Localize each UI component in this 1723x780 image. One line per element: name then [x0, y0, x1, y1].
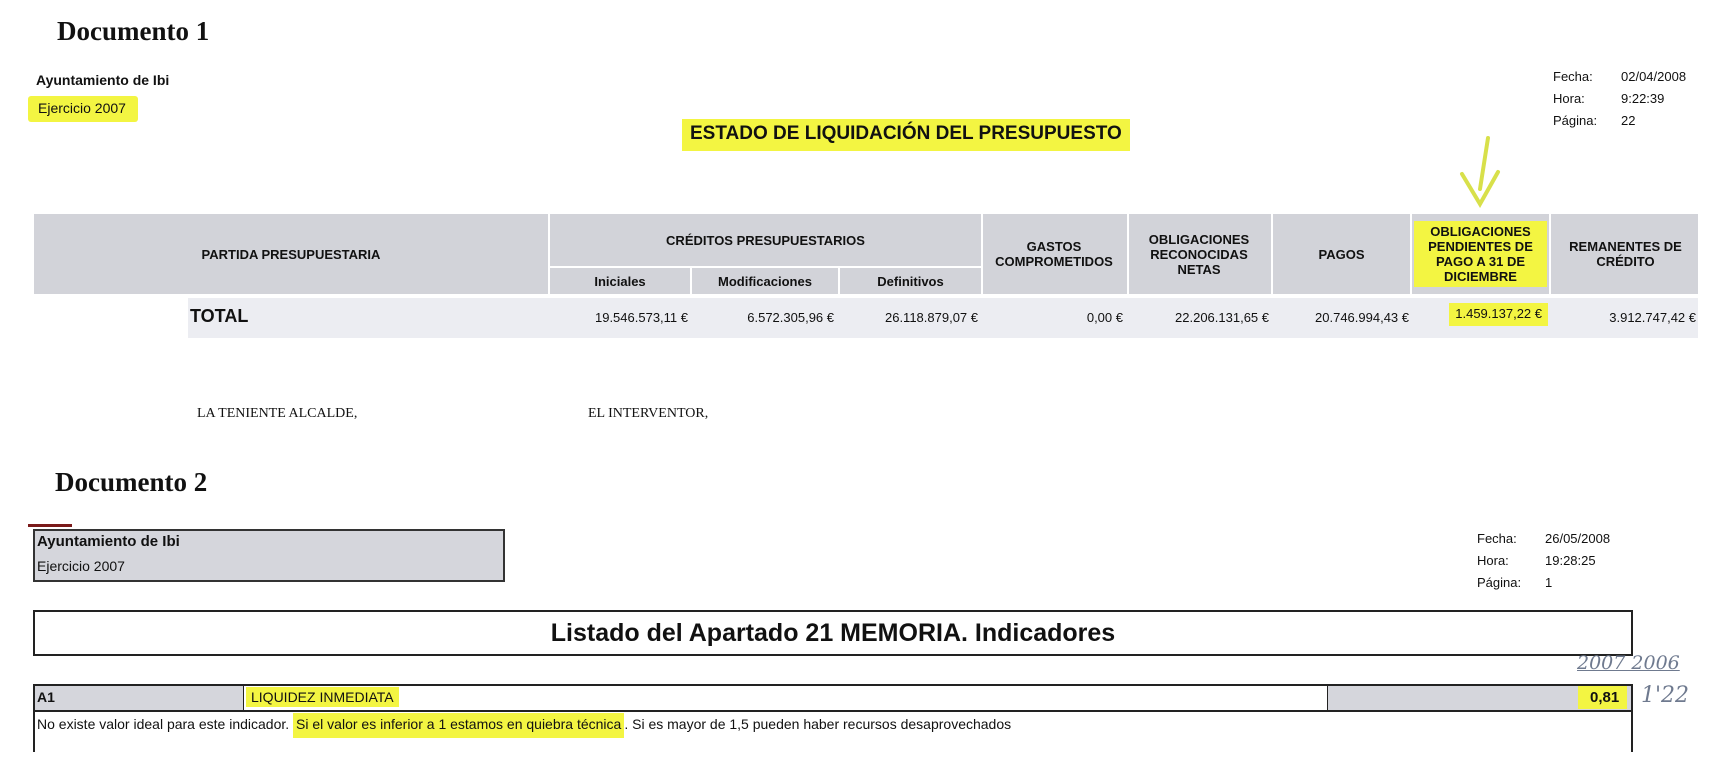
col-partida-header: PARTIDA PRESUPUESTARIA — [201, 246, 381, 262]
col-iniciales-header: Iniciales — [594, 273, 646, 289]
date-value: 02/04/2008 — [1621, 69, 1687, 84]
col-creditos-header: CRÉDITOS PRESUPUESTARIOS — [666, 232, 865, 248]
total-pendientes: 1.459.137,22 € — [1438, 306, 1548, 321]
total-definitivos: 26.118.879,07 € — [884, 310, 978, 325]
total-label: TOTAL — [190, 306, 249, 326]
doc2-meta — [1477, 528, 1610, 594]
col-gastos-header: GASTOS COMPROMETIDOS — [995, 239, 1113, 269]
doc1-heading: Documento 1 — [57, 16, 210, 46]
page-label: Página: — [1477, 575, 1522, 590]
handwritten-value: 1'22 — [1641, 683, 1690, 708]
indicator-note: No existe valor ideal para este indicador. Si el valor es inferior a 1 estamos en quiebra técnica . Si es mayor de 1,5 pueden haber recursos desaprovechados — [37, 716, 1011, 732]
doc1-fiscal-year: Ejercicio 2007 — [28, 96, 138, 122]
time-label: Hora: — [1477, 553, 1509, 568]
col-pendientes-header: OBLIGACIONES PENDIENTES DE PAGO A 31 DE DICIEMBRE — [1414, 214, 1547, 294]
indicator-value: 0,81 — [1578, 686, 1627, 709]
doc2-heading: Documento 2 — [55, 467, 208, 497]
handwritten-years: 2007 2006 — [1577, 652, 1680, 674]
doc2-header-box — [33, 529, 505, 582]
col-obligaciones-header: OBLIGACIONES RECONOCIDAS NETAS — [1148, 231, 1250, 277]
doc2-title: Listado del Apartado 21 MEMORIA. Indicadores — [33, 610, 1633, 656]
col-modificaciones-header: Modificaciones — [718, 273, 812, 289]
col-definitivos-header: Definitivos — [877, 273, 944, 289]
signature-teniente-alcalde: LA TENIENTE ALCALDE, — [197, 406, 358, 421]
date-value: 26/05/2008 — [1545, 531, 1611, 546]
date-label: Fecha: — [1553, 69, 1593, 84]
indicator-code: A1 — [37, 689, 55, 705]
total-remanentes: 3.912.747,42 € — [1609, 310, 1696, 325]
date-label: Fecha: — [1477, 531, 1517, 546]
total-iniciales: 19.546.573,11 € — [594, 310, 688, 325]
time-label: Hora: — [1553, 91, 1585, 106]
handwritten-arrow-icon — [1440, 134, 1510, 214]
time-value: 19:28:25 — [1545, 553, 1596, 568]
page-label: Página: — [1553, 113, 1598, 128]
doc1-title: ESTADO DE LIQUIDACIÓN DEL PRESUPUESTO — [682, 119, 1130, 151]
page-value: 22 — [1621, 113, 1636, 128]
doc1-org-name: Ayuntamiento de Ibi — [36, 72, 170, 88]
doc1-meta — [1553, 66, 1686, 132]
doc2-org-name: Ayuntamiento de Ibi — [37, 533, 180, 550]
total-pagos: 20.746.994,43 € — [1315, 310, 1409, 325]
page-value: 1 — [1545, 575, 1553, 590]
doc2-fiscal-year: Ejercicio 2007 — [37, 558, 125, 574]
indicator-label: LIQUIDEZ INMEDIATA — [246, 687, 399, 707]
total-gastos: 0,00 € — [1086, 310, 1123, 325]
total-obligaciones: 22.206.131,65 € — [1175, 310, 1269, 325]
total-modificaciones: 6.572.305,96 € — [747, 310, 834, 325]
col-remanentes-header: REMANENTES DE CRÉDITO — [1569, 239, 1682, 269]
time-value: 9:22:39 — [1621, 91, 1665, 106]
signature-interventor: EL INTERVENTOR, — [588, 406, 709, 421]
col-pagos-header: PAGOS — [1318, 246, 1365, 262]
